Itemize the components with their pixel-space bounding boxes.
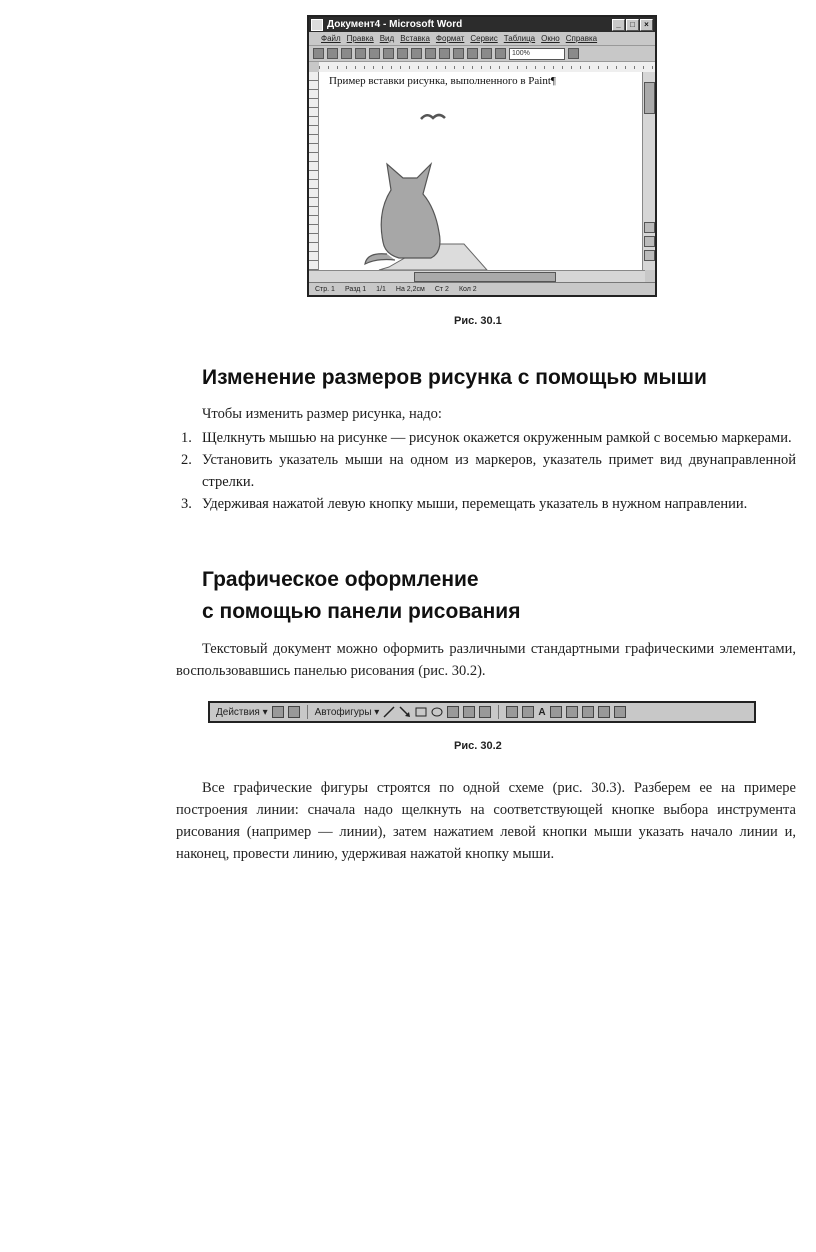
section-intro: Чтобы изменить размер рисунка, надо: [202, 406, 442, 422]
shadow-icon[interactable] [598, 706, 610, 718]
status-line: Ст 2 [434, 286, 449, 293]
cat-body [381, 164, 440, 258]
menu-file[interactable]: Файл [321, 34, 341, 43]
new-document-icon[interactable] [313, 48, 324, 59]
list-text: Установить указатель мыши на одном из маркеров, указатель примет вид двунаправленной стрелки. [202, 452, 796, 490]
section-heading-drawing-line1: Графическое оформление [202, 568, 479, 591]
menu-edit[interactable]: Правка [346, 34, 374, 43]
select-objects-icon[interactable] [272, 706, 284, 718]
copy-icon[interactable] [411, 48, 422, 59]
actions-menu-button[interactable]: Действия ▾ [216, 706, 268, 718]
word-title-bar [309, 17, 655, 32]
cat-drawing [309, 72, 645, 270]
word-standard-toolbar [309, 46, 655, 62]
bird-shape [421, 115, 445, 119]
status-page: Стр. 1 [315, 286, 335, 293]
list-number: 3. [181, 496, 192, 512]
steps-list [176, 427, 796, 515]
list-number: 1. [181, 430, 192, 446]
horizontal-scroll-thumb[interactable] [414, 272, 556, 282]
status-pages: 1/1 [376, 286, 386, 293]
preview-icon[interactable] [369, 48, 380, 59]
list-text: Удерживая нажатой левую кнопку мыши, перемещать указатель в нужном направлении. [202, 496, 748, 512]
document-text: Пример вставки рисунка, выполненного в Paint¶ [329, 75, 556, 87]
word-window-title: Документ4 - Microsoft Word [327, 19, 463, 30]
font-color-icon[interactable]: A [538, 706, 546, 718]
arrow-style-icon[interactable] [582, 706, 594, 718]
scroll-down-icon[interactable] [644, 236, 655, 247]
cut-icon[interactable] [397, 48, 408, 59]
line-style-icon[interactable] [550, 706, 562, 718]
menu-insert[interactable]: Вставка [400, 34, 430, 43]
minimize-icon[interactable]: _ [612, 19, 625, 31]
list-item [176, 449, 796, 493]
print-icon[interactable] [355, 48, 366, 59]
fill-color-icon[interactable] [506, 706, 518, 718]
line-icon[interactable] [383, 706, 395, 718]
3d-icon[interactable] [614, 706, 626, 718]
toolbar-separator [307, 705, 308, 719]
vertical-scroll-thumb[interactable] [644, 82, 655, 114]
section-heading-resize: Изменение размеров рисунка с помощью мыши [202, 366, 707, 389]
word-window-screenshot [307, 15, 657, 297]
toolbar-separator [498, 705, 499, 719]
paragraph-shapes: Все графические фигуры строятся по одной схеме (рис. 30.3). Разберем ее на примере построения линии: сначала надо щелкнуть на соответствующей кнопке выбора инструмента рисования (например — линии), затем нажатием левой кнопки мыши указать начало линии и, наконец, провести линию, удерживая нажатой кнопку мыши. [176, 780, 796, 862]
status-bar [309, 282, 657, 296]
cat-tail [365, 254, 395, 264]
textbox-icon[interactable] [447, 706, 459, 718]
word-app-icon [311, 19, 323, 31]
clipart-icon[interactable] [479, 706, 491, 718]
list-text: Щелкнуть мышью на рисунке — рисунок окажется окруженным рамкой с восемью маркерами. [202, 430, 792, 446]
close-icon[interactable]: × [640, 19, 653, 31]
figure-caption-30-2: Рис. 30.2 [454, 740, 502, 752]
arrow-icon[interactable] [399, 706, 411, 718]
drawing-toolbar [208, 701, 756, 723]
figure-caption-30-1: Рис. 30.1 [454, 315, 502, 327]
dash-style-icon[interactable] [566, 706, 578, 718]
help-icon[interactable] [568, 48, 579, 59]
rotate-icon[interactable] [288, 706, 300, 718]
menu-tools[interactable]: Сервис [470, 34, 498, 43]
menu-help[interactable]: Справка [565, 34, 598, 43]
word-menu-bar [309, 32, 655, 46]
status-position: На 2,2см [395, 286, 425, 293]
wordart-icon[interactable] [463, 706, 475, 718]
list-item [176, 493, 796, 515]
status-section: Разд 1 [344, 286, 367, 293]
menu-table[interactable]: Таблица [503, 34, 536, 43]
zoom-select[interactable]: 100% [509, 48, 565, 60]
open-icon[interactable] [327, 48, 338, 59]
list-item [176, 427, 796, 449]
menu-format[interactable]: Формат [435, 34, 465, 43]
next-page-icon[interactable] [644, 250, 655, 261]
spelling-icon[interactable] [383, 48, 394, 59]
pilcrow-icon[interactable] [495, 48, 506, 59]
menu-window[interactable]: Окно [541, 34, 560, 43]
horizontal-scrollbar[interactable] [309, 270, 645, 282]
list-number: 2. [181, 452, 192, 468]
paragraph-drawing-intro: Текстовый документ можно оформить различными стандартными графическими элементами, воспользовавшись панелью рисования (рис. 30.2). [176, 641, 796, 679]
document-page[interactable] [309, 72, 645, 270]
redo-icon[interactable] [467, 48, 478, 59]
autoshapes-menu-button[interactable]: Автофигуры ▾ [314, 706, 380, 718]
status-column: Кол 2 [458, 286, 477, 293]
vertical-scrollbar[interactable] [642, 72, 655, 270]
paste-icon[interactable] [425, 48, 436, 59]
save-icon[interactable] [341, 48, 352, 59]
maximize-icon[interactable]: □ [626, 19, 639, 31]
rectangle-icon[interactable] [415, 706, 427, 718]
menu-view[interactable]: Вид [379, 34, 395, 43]
table-icon[interactable] [481, 48, 492, 59]
section-heading-drawing-line2: с помощью панели рисования [202, 600, 521, 623]
scroll-up-icon[interactable] [644, 222, 655, 233]
oval-icon[interactable] [431, 706, 443, 718]
undo-icon[interactable] [453, 48, 464, 59]
line-color-icon[interactable] [522, 706, 534, 718]
format-painter-icon[interactable] [439, 48, 450, 59]
